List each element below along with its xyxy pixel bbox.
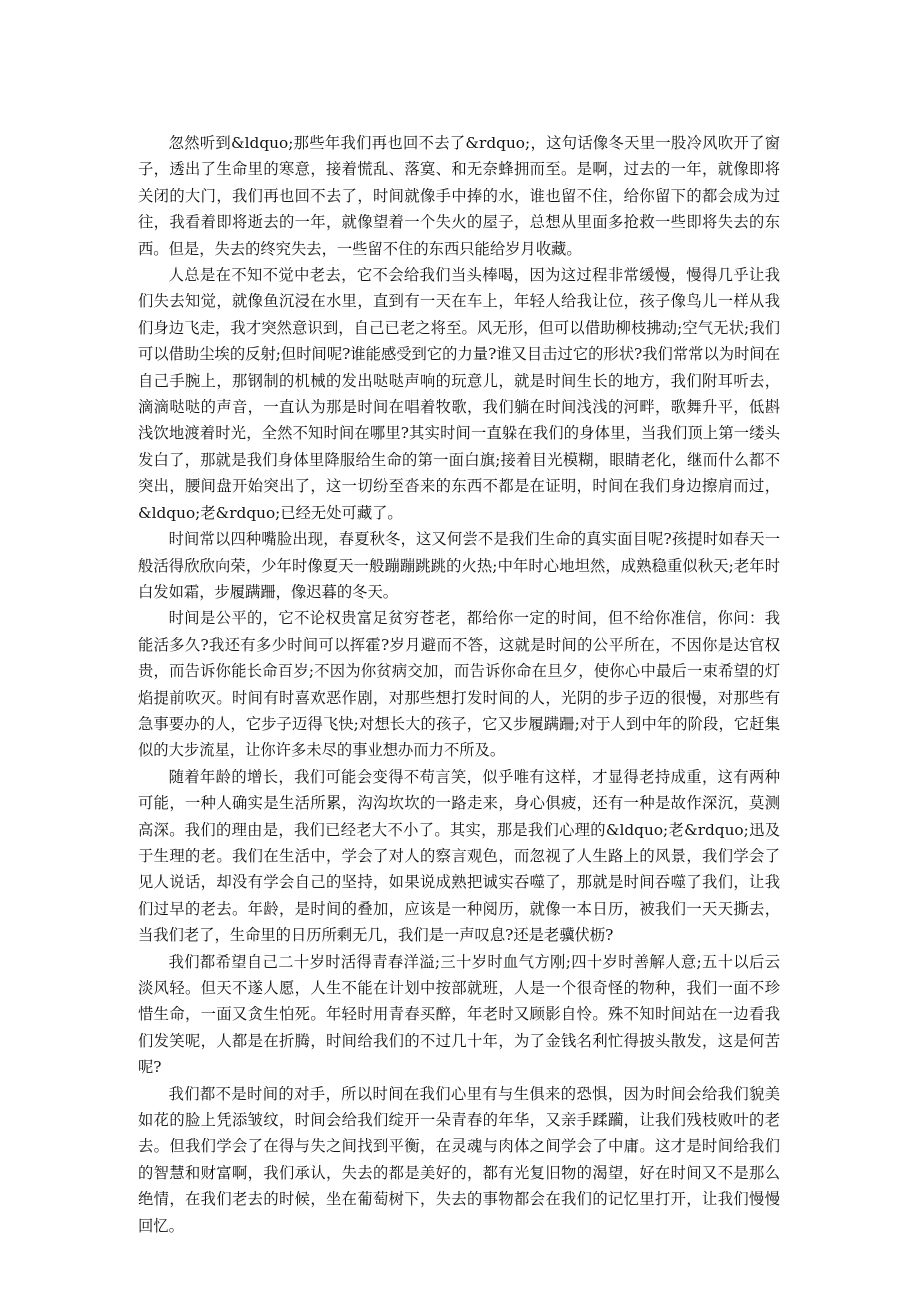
paragraph: 我们都不是时间的对手，所以时间在我们心里有与生俱来的恐惧，因为时间会给我们貌美如花的脸上凭添皱纹，时间会给我们绽开一朵青春的年华，又亲手蹂躏，让我们残枝败叶的老去。但我们学会了在得与失之间找到平衡，在灵魂与肉体之间学会了中庸。这才是时间给我们的智慧和财富啊，我们承认，失去的都是美好的，都有光复旧物的渴望，好在时间又不是那么绝情，在我们老去的时候，坐在葡萄树下，失去的事物都会在我们的记忆里打开，让我们慢慢回忆。 (138, 1084, 780, 1235)
paragraph: 忽然听到&ldquo;那些年我们再也回不去了&rdquo;，这句话像冬天里一股冷风吹开了窗子，透出了生命里的寒意，接着慌乱、落寞、和无奈蜂拥而至。是啊，过去的一年，就像即将关闭的大门，我们再也回不去了，时间就像手中捧的水，谁也留不住，给你留下的都会成为过往，我看着即将逝去的一年，就像望着一个失火的屋子，总想从里面多抢救一些即将失去的东西。但是，失去的终究失去，一些留不住的东西只能给岁月收藏。 (138, 134, 780, 258)
paragraph: 我们都希望自己二十岁时活得青春洋溢;三十岁时血气方刚;四十岁时善解人意;五十以后云淡风轻。但天不遂人愿，人生不能在计划中按部就班，人是一个很奇怪的物种，我们一面不珍惜生命，一面又贪生怕死。年轻时用青春买醉，年老时又顾影自怜。殊不知时间站在一边看我们发笑呢，人都是在折腾，时间给我们的不过几十年，为了金钱名利忙得披头散发，这是何苦呢? (138, 952, 780, 1077)
paragraph: 时间常以四种嘴脸出现，春夏秋冬，这又何尝不是我们生命的真实面目呢?孩提时如春天一般活得欣欣向荣，少年时像夏天一般蹦蹦跳跳的火热;中年时心地坦然，成熟稳重似秋天;老年时白发如霜，步履蹒跚，像迟暮的冬天。 (138, 530, 780, 601)
paragraph: 人总是在不知不觉中老去，它不会给我们当头棒喝，因为这过程非常缓慢，慢得几乎让我们失去知觉，就像鱼沉浸在水里，直到有一天在车上，年轻人给我让位，孩子像鸟儿一样从我们身边飞走，我才突然意识到，自己已老之将至。风无形，但可以借助柳枝拂动;空气无状;我们可以借助尘埃的反射;但时间呢?谁能感受到它的力量?谁又目击过它的形状?我们常常以为时间在自己手腕上，那钢制的机械的发出哒哒声响的玩意儿，就是时间生长的地方，我们附耳听去，滴滴哒哒的声音，一直认为那是时间在唱着牧歌，我们躺在时间浅浅的河畔，歌舞升平，低斟浅饮地渡着时光，全然不知时间在哪里?其实时间一直躲在我们的身体里，当我们顶上第一缕头发白了，那就是我们身体里降服给生命的第一面白旗;接着目光模糊，眼睛老化，继而什么都不突出，腰间盘开始突出了，这一切纷至沓来的东西不都是在证明，时间在我们身边擦肩而过，&ldquo;老&rdquo;已经无处可藏了。 (138, 266, 780, 522)
document-page (138, 130, 780, 1239)
paragraph: 随着年龄的增长，我们可能会变得不苟言笑，似乎唯有这样，才显得老持成重，这有两种可能，一种人确实是生活所累，沟沟坎坎的一路走来，身心俱疲，还有一种是故作深沉，莫测高深。我们的理由是，我们已经老大不小了。其实，那是我们心理的&ldquo;老&rdquo;迅及于生理的老。我们在生活中，学会了对人的察言观色，而忽视了人生路上的风景，我们学会了见人说话，却没有学会自己的坚持，如果说成熟把诚实吞噬了，那就是时间吞噬了我们，让我们过早的老去。年龄，是时间的叠加，应该是一种阅历，就像一本日历，被我们一天天撕去，当我们老了，生命里的日历所剩无几，我们是一声叹息?还是老骥伏枥? (138, 767, 780, 945)
paragraph: 时间是公平的，它不论权贵富足贫穷苍老，都给你一定的时间，但不给你准信，你问：我能活多久?我还有多少时间可以挥霍?岁月避而不答，这就是时间的公平所在，不因你是达官权贵，而告诉你能长命百岁;不因为你贫病交加，而告诉你命在旦夕，使你心中最后一束希望的灯焰提前吹灭。时间有时喜欢恶作剧，对那些想打发时间的人，光阴的步子迈的很慢，对那些有急事要办的人，它步子迈得飞快;对想长大的孩子，它又步履蹒跚;对于人到中年的阶段，它赶集似的大步流星，让你许多未尽的事业想办而力不所及。 (138, 609, 780, 760)
